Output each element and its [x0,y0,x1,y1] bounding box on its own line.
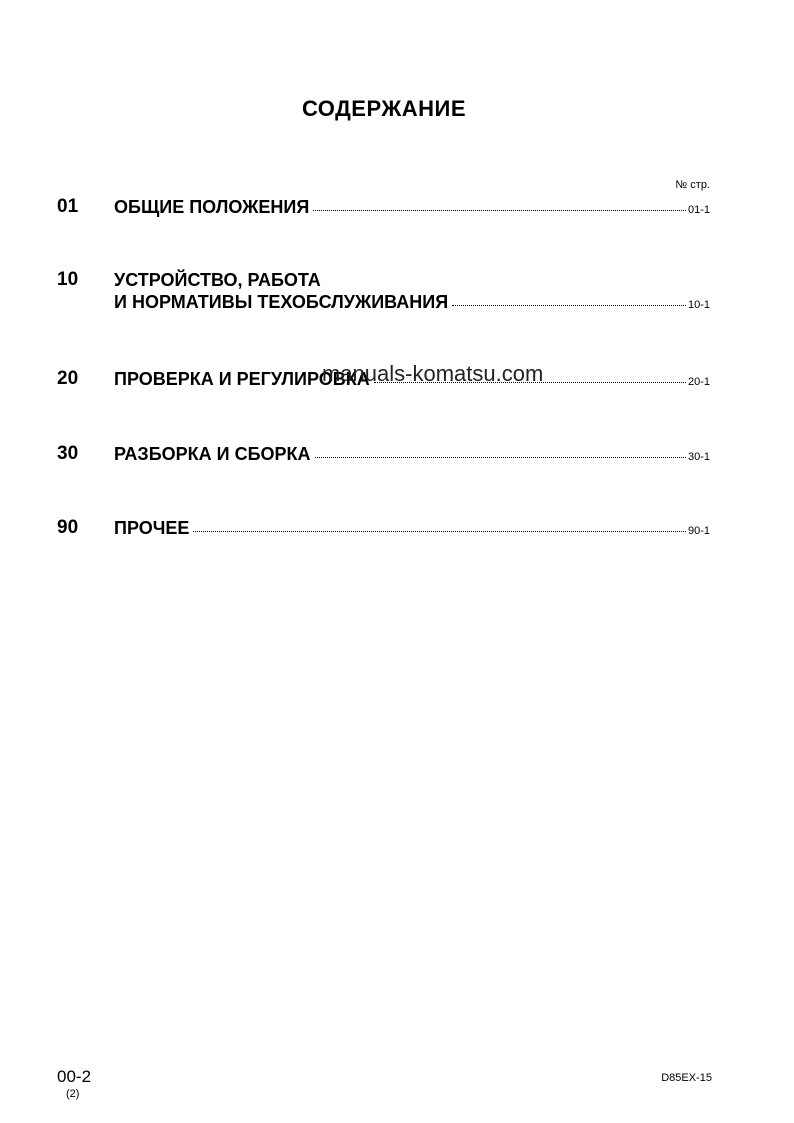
dot-leader [193,530,686,532]
section-title-line: УСТРОЙСТВО, РАБОТА [114,270,321,290]
section-title: ОБЩИЕ ПОЛОЖЕНИЯ [114,197,310,217]
section-title-line: И НОРМАТИВЫ ТЕХОБСЛУЖИВАНИЯ [114,292,449,312]
footer-page-number: 00-2 [57,1067,92,1086]
watermark: manuals-komatsu.com [322,361,544,386]
section-page: 20-1 [687,376,710,388]
section-number: 20 [57,368,79,389]
footer-revision: (2) [66,1088,80,1100]
page-title: СОДЕРЖАНИЕ [301,96,467,121]
dot-leader [452,304,686,306]
page-number-column-header: № стр. [675,179,710,191]
section-number: 10 [57,269,79,290]
section-number: 90 [57,517,79,538]
section-title: ПРОЧЕЕ [114,518,190,538]
footer-model: D85EX-15 [661,1072,712,1084]
section-page: 10-1 [687,299,710,311]
section-title: РАЗБОРКА И СБОРКА [114,444,311,464]
section-number: 30 [57,443,79,464]
section-page: 90-1 [687,525,710,537]
dot-leader [313,209,686,211]
section-number: 01 [57,196,79,217]
section-title: ПРОВЕРКА И РЕГУЛИРОВКА [114,369,370,389]
dot-leader [315,456,686,458]
section-page: 30-1 [687,451,710,463]
section-page: 01-1 [687,204,710,216]
